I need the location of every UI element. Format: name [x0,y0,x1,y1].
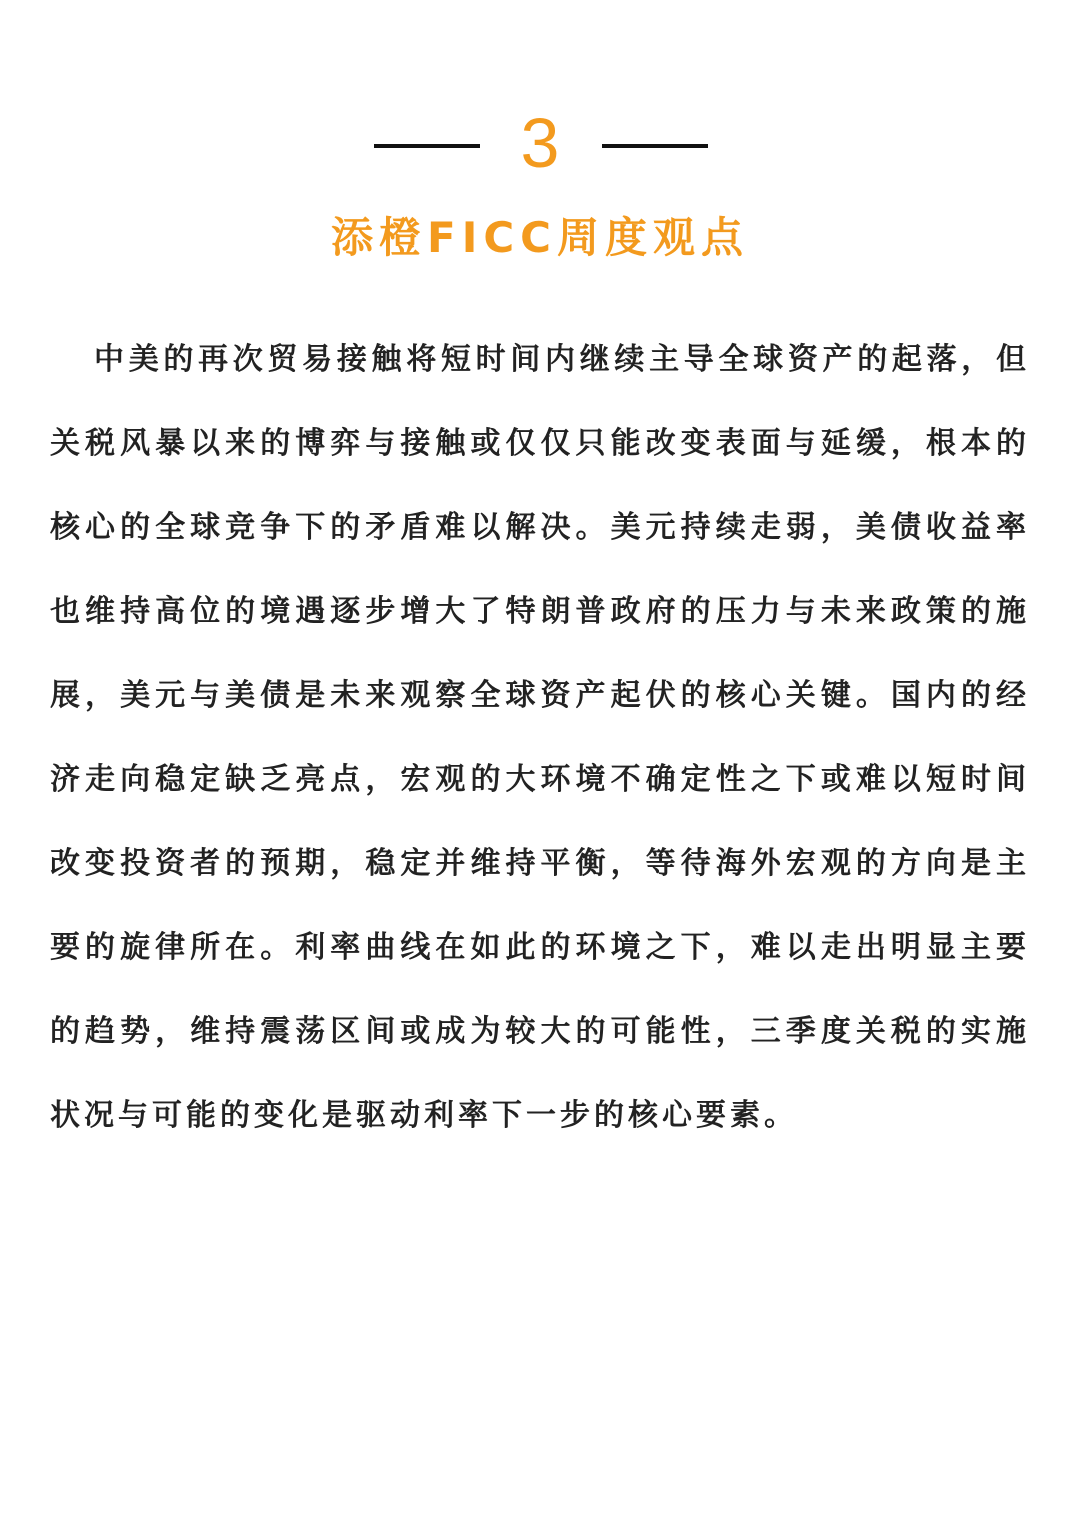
right-divider-line [602,144,708,148]
left-divider-line [374,144,480,148]
section-header [0,104,1080,182]
section-title: 添橙FICC周度观点 [331,213,749,262]
article-paragraph: 中美的再次贸易接触将短时间内继续主导全球资产的起落，但关税风暴以来的博弈与接触或仅仅只能改变表面与延缓，根本的核心的全球竞争下的矛盾难以解决。美元持续走弱，美债收益率也维持高位的境遇逐步增大了特朗普政府的压力与未来政策的施展，美元与美债是未来观察全球资产起伏的核心关键。国内的经济走向稳定缺乏亮点，宏观的大环境不确定性之下或难以短时间改变投资者的预期，稳定并维持平衡，等待海外宏观的方向是主要的旋律所在。利率曲线在如此的环境之下，难以走出明显主要的趋势，维持震荡区间或成为较大的可能性，三季度关税的实施状况与可能的变化是驱动利率下一步的核心要素。 [50,342,1030,1133]
section-number: 3 [520,104,560,182]
